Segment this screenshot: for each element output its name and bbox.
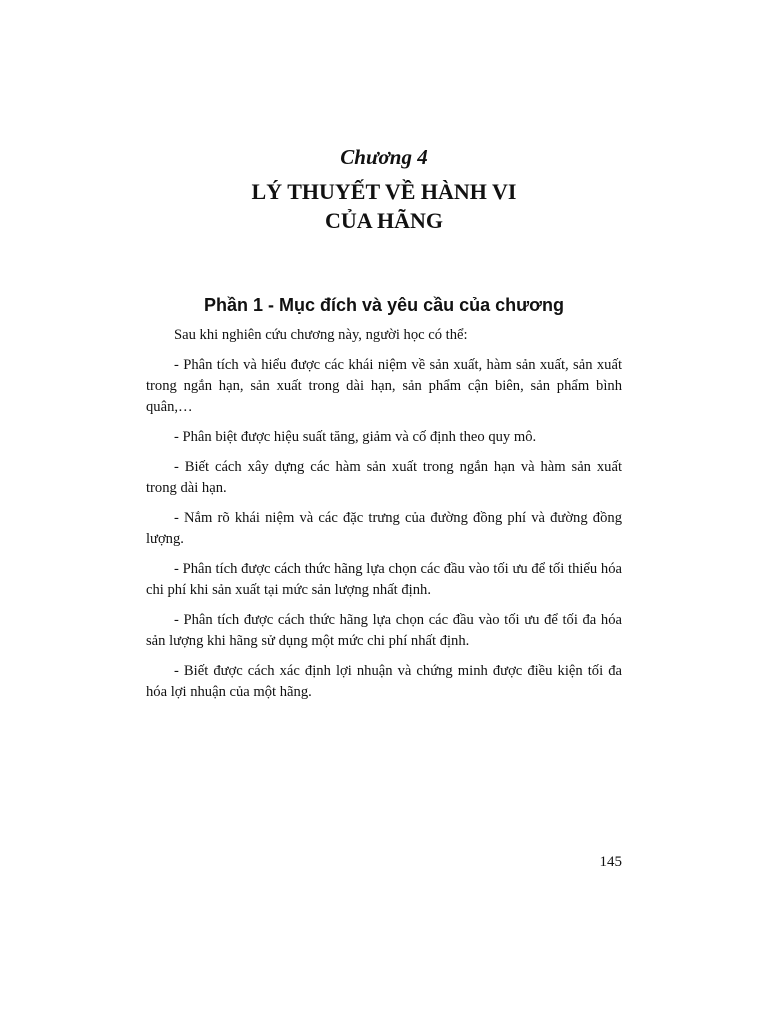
chapter-title: [0, 177, 768, 235]
objective-item: - Phân tích và hiểu được các khái niệm về sản xuất, hàm sản xuất, sản xuất trong ngắn hạn, sản xuất trong dài hạn, sản phẩm cận biên, sản phẩm bình quân,…: [146, 357, 622, 415]
objective-item: - Nắm rõ khái niệm và các đặc trưng của đường đồng phí và đường đồng lượng.: [146, 510, 622, 547]
intro-paragraph: Sau khi nghiên cứu chương này, người học có thể:: [174, 327, 468, 343]
objective-item: - Phân tích được cách thức hãng lựa chọn các đầu vào tối ưu để tối đa hóa sản lượng khi hãng sử dụng một mức chi phí nhất định.: [146, 612, 622, 649]
chapter-label: Chương 4: [340, 145, 428, 169]
objective-item: - Phân biệt được hiệu suất tăng, giảm và cố định theo quy mô.: [174, 429, 537, 445]
objective-item: - Phân tích được cách thức hãng lựa chọn các đầu vào tối ưu để tối thiểu hóa chi phí khi sản xuất tại mức sản lượng nhất định.: [146, 561, 622, 598]
page-number: 145: [599, 854, 622, 870]
section-heading: Phần 1 - Mục đích và yêu cầu của chương: [204, 295, 564, 315]
objective-item: - Biết được cách xác định lợi nhuận và chứng minh được điều kiện tối đa hóa lợi nhuận của một hãng.: [146, 663, 622, 700]
chapter-title-line-1: LÝ THUYẾT VỀ HÀNH VI: [251, 179, 517, 204]
objective-item: - Biết cách xây dựng các hàm sản xuất trong ngắn hạn và hàm sản xuất trong dài hạn.: [146, 459, 622, 496]
chapter-title-line-2: CỦA HÃNG: [325, 208, 443, 233]
section-body: [146, 325, 622, 712]
